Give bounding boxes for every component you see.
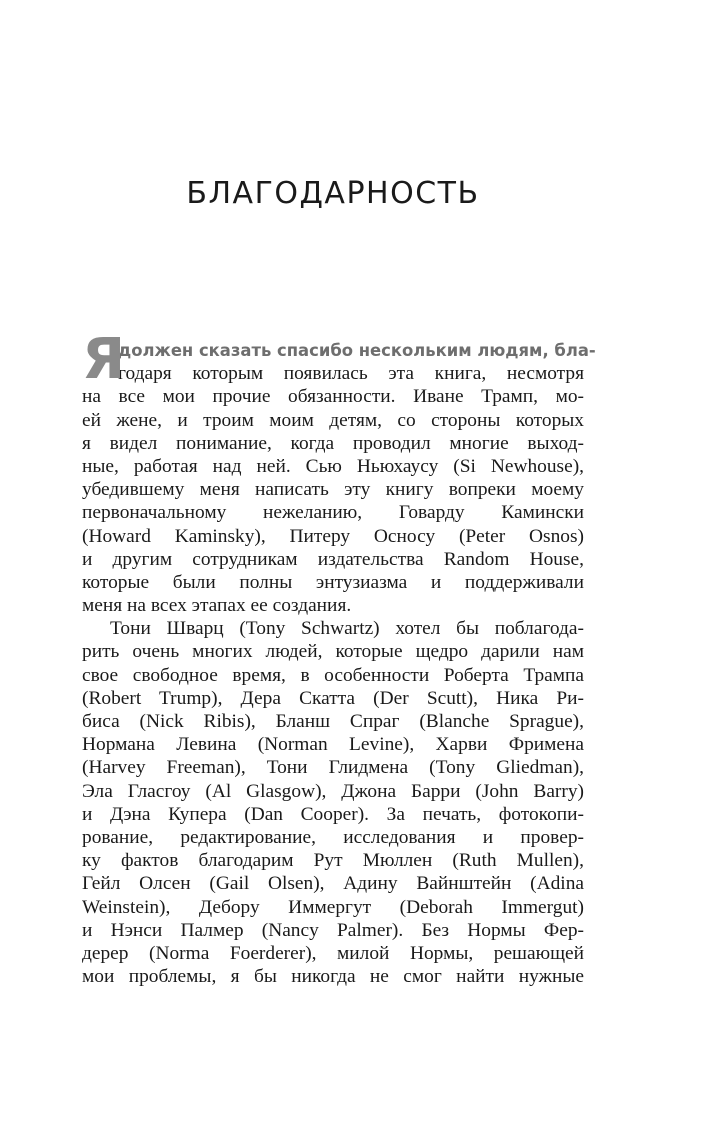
text-line: рование, редактирование, исследования и провер- bbox=[82, 826, 584, 848]
text-line: и Нэнси Палмер (Nancy Palmer). Без Нормы Фер- bbox=[82, 919, 584, 941]
text-line: Эла Гласгоу (Al Glasgow), Джона Барри (John Barry) bbox=[82, 780, 584, 802]
text-line: и другим сотрудникам издательства Random House, bbox=[82, 548, 584, 570]
text-line: меня на всех этапах ее создания. bbox=[82, 595, 352, 617]
text-line: дерер (Norma Foerderer), милой Нормы, решающей bbox=[82, 942, 584, 964]
text-line: мои проблемы, я бы никогда не смог найти нужные bbox=[82, 966, 584, 988]
text-line: биса (Nick Ribis), Бланш Спраг (Blanche Sprague), bbox=[82, 711, 584, 732]
text-line: (Robert Trump), Дера Скатта (Der Scutt), Ника Ри- bbox=[82, 687, 584, 709]
text-line: и Дэна Купера (Dan Cooper). За печать, фотокопи- bbox=[82, 803, 584, 825]
text-line: которые были полны энтузиазма и поддерживали bbox=[82, 571, 584, 593]
body-text bbox=[82, 327, 596, 988]
text-line: ку фактов благодарим Рут Мюллен (Ruth Mullen), bbox=[82, 850, 584, 872]
text-line: (Howard Kaminsky), Питеру Осносу (Peter Osnos) bbox=[82, 525, 584, 547]
text-line: первоначальному нежеланию, Говарду Камински bbox=[82, 502, 584, 524]
page-title: БЛАГОДАРНОСТЬ bbox=[186, 176, 480, 211]
text-line: Тони Шварц (Tony Schwartz) хотел бы поблагода- bbox=[110, 618, 584, 640]
text-line: рить очень многих людей, которые щедро дарили нам bbox=[82, 641, 584, 663]
text-line: Weinstein), Дебору Иммергут (Deborah Immergut) bbox=[82, 896, 584, 918]
text-line: свое свободное время, в особенности Роберта Трампа bbox=[82, 664, 584, 686]
drop-cap-letter: Я bbox=[82, 327, 126, 392]
text-line: на все мои прочие обязанности. Иване Трамп, мо- bbox=[82, 386, 584, 408]
text-line bbox=[82, 339, 596, 362]
text-line: годаря которым появилась эта книга, несмотря bbox=[118, 363, 584, 385]
text-line: убедившему меня написать эту книгу вопреки моему bbox=[82, 479, 584, 501]
text-line: (Harvey Freeman), Тони Глидмена (Tony Gliedman), bbox=[82, 757, 584, 779]
text-line: Гейл Олсен (Gail Olsen), Адину Вайнштейн (Adina bbox=[82, 873, 584, 895]
text-line: Нормана Левина (Norman Levine), Харви Фримена bbox=[82, 734, 584, 756]
lead-in-text: должен сказать спасибо нескольким людям, бла- bbox=[118, 341, 596, 360]
text-line: ные, работая над ней. Сью Ньюхаусу (Si Newhouse), bbox=[82, 455, 584, 477]
text-line: ей жене, и троим моим детям, со стороны которых bbox=[82, 409, 584, 431]
text-line: я видел понимание, когда проводил многие выход- bbox=[82, 432, 584, 454]
